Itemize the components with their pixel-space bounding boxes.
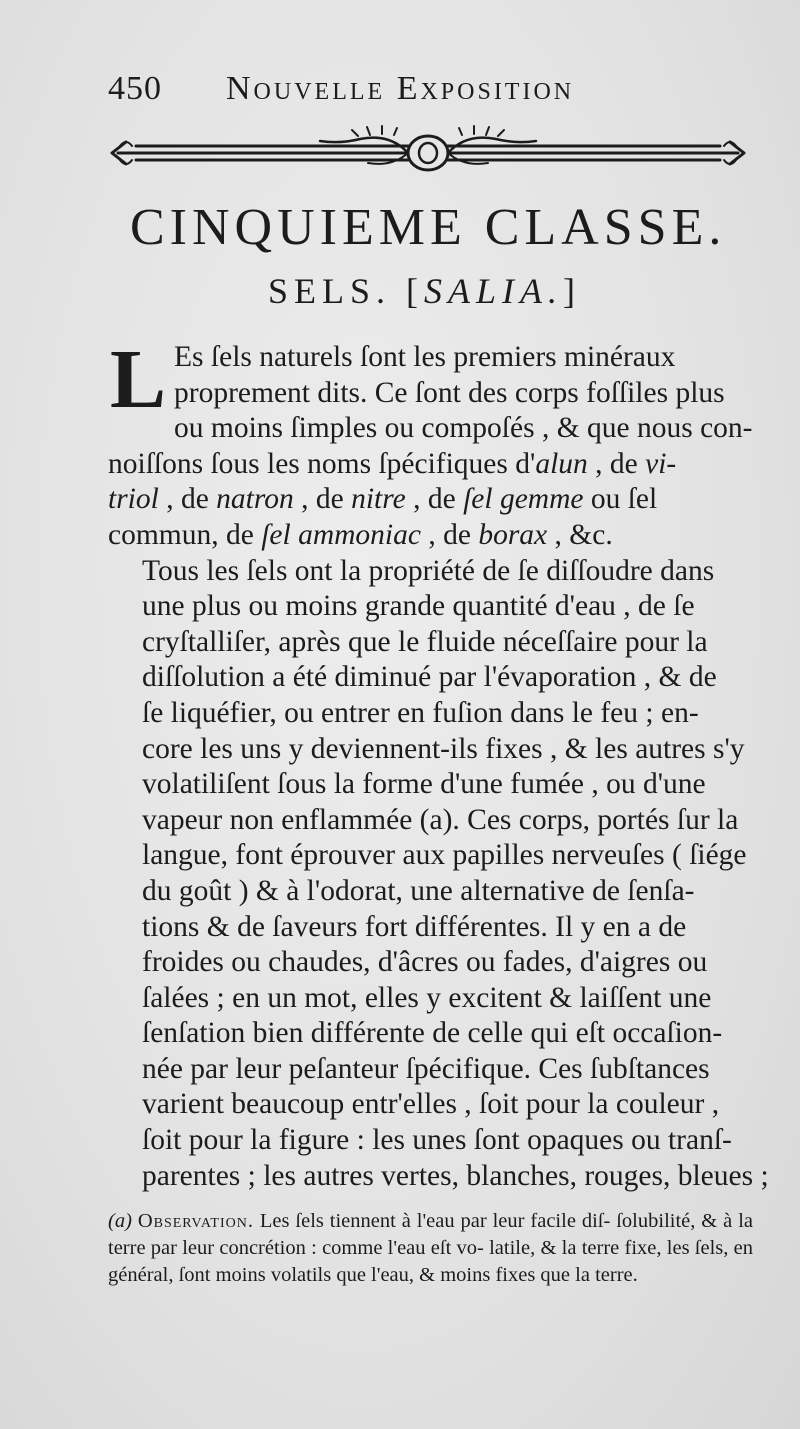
text-line: varient beaucoup entr'elles , ſoit pour la couleur ,: [142, 1088, 720, 1121]
text-line: ſoit pour la figure : les unes ſont opaques ou tranſ-: [142, 1124, 732, 1157]
italic-term: vi-: [645, 447, 677, 480]
drop-capital: L: [110, 333, 167, 426]
text-line: [108, 376, 750, 412]
text-line: [108, 340, 750, 376]
chapter-title: CINQUIEME CLASSE.: [130, 199, 727, 256]
running-head: [108, 62, 668, 112]
text-line: ſalées ; en un mot, elles y excitent & laiſſent une: [142, 981, 712, 1014]
text-line: tions & de ſaveurs fort différentes. Il y en a de: [142, 910, 687, 943]
text-line: du goût ) & à l'odorat, une alternative de ſenſa-: [142, 874, 695, 907]
running-title: Nouvelle Exposition: [226, 70, 575, 107]
text-line: Tous les ſels ont la propriété de ſe diſſoudre dans: [142, 554, 715, 587]
text-line: volatiliſent ſous la forme d'une fumée , ou d'une: [142, 768, 706, 801]
italic-term: natron: [216, 483, 294, 516]
section-title-prefix: SELS. [: [268, 271, 425, 311]
text-segment: noiſſons ſous les noms ſpécifiques d': [108, 447, 536, 480]
italic-term: alun: [535, 447, 588, 480]
text-line: [108, 447, 750, 483]
text-line: [108, 482, 750, 518]
body-text: [108, 333, 769, 1194]
footnote-marker: (a): [108, 1210, 132, 1232]
text-line: vapeur non enflammée (a). Ces corps, portés ſur la: [142, 803, 739, 836]
text-segment: , de: [587, 447, 646, 480]
italic-term: ſel gemme: [463, 483, 584, 516]
italic-term: triol: [108, 483, 159, 516]
text-segment: Es ſels naturels ſont les premiers minéraux: [174, 341, 676, 373]
text-line: une plus ou moins grande quantité d'eau , de ſe: [142, 590, 695, 623]
text-line: diſſolution a été diminué par l'évaporation , & de: [142, 661, 717, 694]
text-line: langue, font éprouver aux papilles nerveuſes ( ſiége: [142, 839, 747, 872]
text-segment: ou ſel: [583, 483, 658, 516]
text-segment: ou moins ſimples ou compoſés , & que nous con-: [174, 412, 753, 445]
italic-term: nitre: [351, 483, 406, 516]
footnote-line: Les ſels tiennent à l'eau par leur facile diſ-: [259, 1210, 617, 1232]
footnote-line: latile, & la terre fixe, les ſels, en général, ſont moins volatils: [108, 1237, 754, 1286]
headpiece-ornament: [108, 122, 748, 178]
paragraph-1: [108, 333, 753, 554]
footnote-line: que l'eau, & moins fixes que la terre.: [336, 1264, 638, 1286]
text-segment: , de: [158, 483, 217, 516]
paragraph-2: [108, 554, 769, 1195]
text-line: core les uns y deviennent-ils fixes , & les autres s'y: [142, 732, 745, 765]
text-line: parentes ; les autres vertes, blanches, rouges, bleues ;: [142, 1159, 769, 1192]
italic-term: borax: [478, 518, 548, 551]
footnote-heading: Observation.: [137, 1210, 254, 1232]
section-title: [268, 270, 688, 312]
text-segment: , de: [405, 483, 464, 516]
text-segment: commun, de: [108, 518, 262, 551]
italic-term: ſel ammoniac: [261, 518, 421, 551]
footnote: [108, 1208, 753, 1289]
section-title-suffix: ]: [563, 271, 582, 311]
text-segment: , de: [293, 483, 352, 516]
section-title-latin: SALIA.: [424, 271, 564, 311]
text-line: née par leur peſanteur ſpécifique. Ces ſubſtances: [142, 1052, 710, 1085]
text-line: cryſtalliſer, après que le fluide néceſſaire pour la: [142, 625, 708, 658]
text-line: ſe liquéfier, ou entrer en fuſion dans le feu ; en-: [142, 696, 699, 729]
text-segment: proprement dits. Ce ſont des corps foſſiles plus: [174, 376, 725, 409]
text-line: ſenſation bien différente de celle qui eſt occaſion-: [142, 1017, 723, 1050]
text-line: [108, 518, 750, 554]
text-line: [108, 411, 753, 447]
text-line: froides ou chaudes, d'âcres ou fades, d'aigres ou: [142, 946, 708, 979]
text-segment: , de: [420, 518, 479, 551]
page-number: 450: [108, 70, 162, 107]
footnote-line: ſolubilité, & à la terre par leur concrétion : comme l'eau eſt vo-: [108, 1210, 753, 1259]
text-segment: , &c.: [547, 518, 613, 551]
